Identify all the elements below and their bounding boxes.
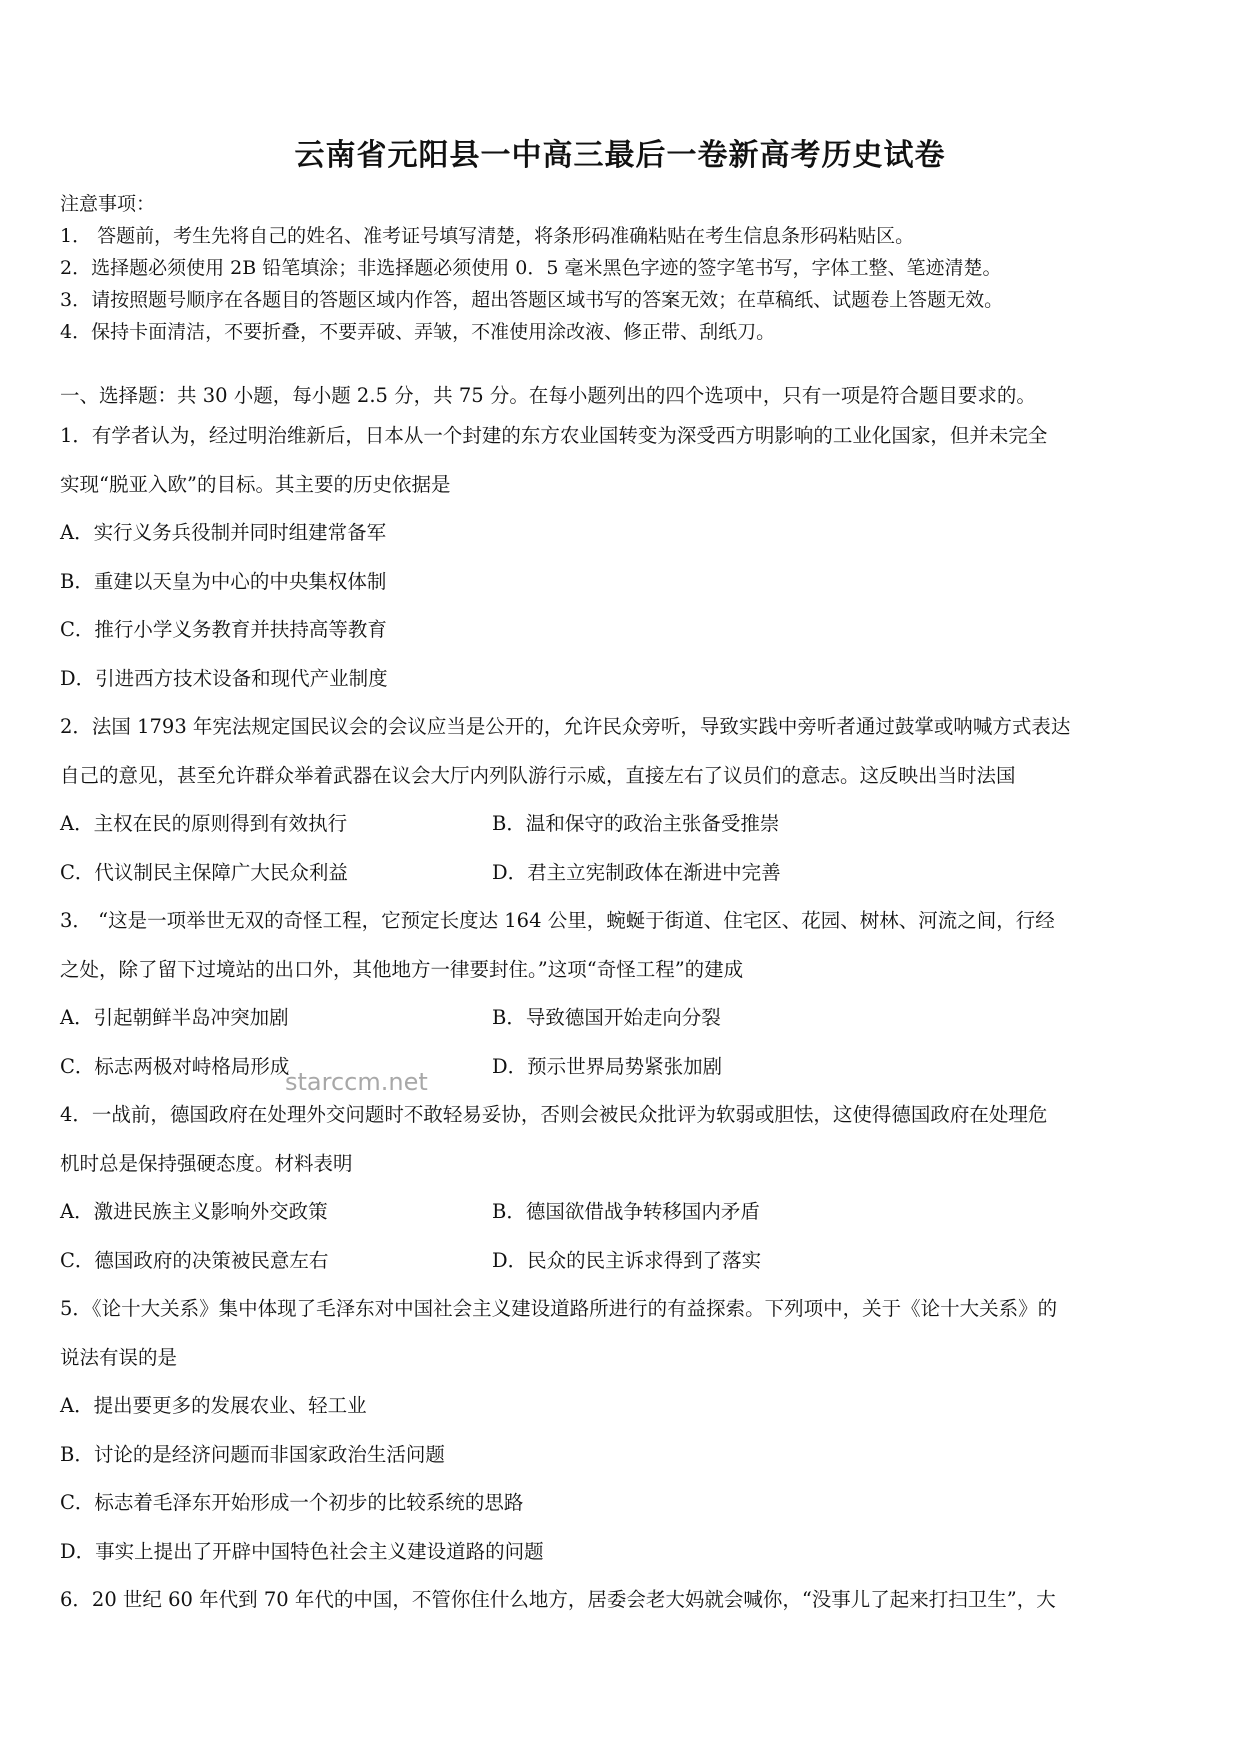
section-heading: 一、选择题：共 30 小题，每小题 2.5 分，共 75 分。在每小题列出的四个选项中，只有一项是符合题目要求的。 bbox=[60, 384, 1036, 407]
question-3-option-a: A．引起朝鲜半岛冲突加剧 bbox=[60, 1006, 289, 1029]
question-2-option-a: A．主权在民的原则得到有效执行 bbox=[60, 812, 348, 835]
question-2-options-row-2 bbox=[60, 857, 1180, 885]
question-2-option-d: D．君主立宪制政体在渐进中完善 bbox=[492, 861, 781, 884]
question-3-option-d: D．预示世界局势紧张加剧 bbox=[492, 1055, 723, 1078]
question-3-option-c: C．标志两极对峙格局形成 bbox=[60, 1055, 290, 1078]
question-4-line-1: 4．一战前，德国政府在处理外交问题时不敢轻易妥协，否则会被民众批评为软弱或胆怯，这使得德国政府在处理危 bbox=[60, 1103, 1048, 1126]
notice-item: 3．请按照题号顺序在各题目的答题区域内作答，超出答题区域书写的答案无效；在草稿纸、试题卷上答题无效。 bbox=[60, 289, 1004, 311]
notice-item: 2．选择题必须使用 2B 铅笔填涂；非选择题必须使用 0．5 毫米黑色字迹的签字笔书写，字体工整、笔迹清楚。 bbox=[60, 257, 1002, 279]
question-2-option-b: B．温和保守的政治主张备受推崇 bbox=[492, 812, 780, 835]
notice-item: 1． 答题前，考生先将自己的姓名、准考证号填写清楚，将条形码准确粘贴在考生信息条形码粘贴区。 bbox=[60, 225, 915, 247]
notice-block bbox=[60, 188, 1180, 348]
question-1-option-a: A．实行义务兵役制并同时组建常备军 bbox=[60, 521, 387, 544]
question-1-option-b: B．重建以天皇为中心的中央集权体制 bbox=[60, 570, 387, 593]
question-2-line-1: 2．法国 1793 年宪法规定国民议会的会议应当是公开的，允许民众旁听，导致实践中旁听者通过鼓掌或呐喊方式表达 bbox=[60, 715, 1071, 738]
question-3-line-1: 3． “这是一项举世无双的奇怪工程，它预定长度达 164 公里，蜿蜒于街道、住宅区、花园、树林、河流之间，行经 bbox=[60, 909, 1055, 932]
question-5-line-1: 5．《论十大关系》集中体现了毛泽东对中国社会主义建设道路所进行的有益探索。下列项中，关于《论十大关系》的 bbox=[60, 1297, 1058, 1320]
question-1-option-c: C．推行小学义务教育并扶持高等教育 bbox=[60, 618, 387, 641]
question-2-line-2: 自己的意见，甚至允许群众举着武器在议会大厅内列队游行示威，直接左右了议员们的意志。这反映出当时法国 bbox=[60, 764, 1016, 787]
question-4-option-d: D．民众的民主诉求得到了落实 bbox=[492, 1249, 762, 1272]
question-5-option-b: B．讨论的是经济问题而非国家政治生活问题 bbox=[60, 1443, 445, 1466]
watermark: starccm.net bbox=[285, 1068, 428, 1096]
question-1-option-d: D．引进西方技术设备和现代产业制度 bbox=[60, 667, 388, 690]
question-4-option-b: B．德国欲借战争转移国内矛盾 bbox=[492, 1200, 760, 1223]
question-2-option-c: C．代议制民主保障广大民众利益 bbox=[60, 861, 348, 884]
question-1-line-1: 1．有学者认为，经过明治维新后，日本从一个封建的东方农业国转变为深受西方明影响的工业化国家，但并未完全 bbox=[60, 424, 1048, 447]
question-6-line-1: 6．20 世纪 60 年代到 70 年代的中国，不管你住什么地方，居委会老大妈就会喊你，“没事儿了起来打扫卫生”，大 bbox=[60, 1588, 1056, 1611]
question-3-options-row-1 bbox=[60, 1002, 1180, 1030]
question-2-options-row-1 bbox=[60, 808, 1180, 836]
question-5-line-2: 说法有误的是 bbox=[60, 1346, 178, 1369]
question-3-options-row-2 bbox=[60, 1051, 1180, 1079]
question-4-option-a: A．激进民族主义影响外交政策 bbox=[60, 1200, 328, 1223]
question-5-option-c: C．标志着毛泽东开始形成一个初步的比较系统的思路 bbox=[60, 1491, 524, 1514]
question-3-line-2: 之处，除了留下过境站的出口外，其他地方一律要封住。”这项“奇怪工程”的建成 bbox=[60, 958, 744, 981]
notice-heading: 注意事项： bbox=[60, 193, 156, 215]
question-4-option-c: C．德国政府的决策被民意左右 bbox=[60, 1249, 329, 1272]
question-3-option-b: B．导致德国开始走向分裂 bbox=[492, 1006, 721, 1029]
notice-item: 4．保持卡面清洁，不要折叠，不要弄破、弄皱，不准使用涂改液、修正带、刮纸刀。 bbox=[60, 321, 776, 343]
question-5-option-a: A．提出要更多的发展农业、轻工业 bbox=[60, 1394, 367, 1417]
question-5-option-d: D．事实上提出了开辟中国特色社会主义建设道路的问题 bbox=[60, 1540, 544, 1563]
question-4-line-2: 机时总是保持强硬态度。材料表明 bbox=[60, 1152, 353, 1175]
question-1-line-2: 实现“脱亚入欧”的目标。其主要的历史依据是 bbox=[60, 473, 451, 496]
question-4-options-row-2 bbox=[60, 1245, 1180, 1273]
question-4-options-row-1 bbox=[60, 1196, 1180, 1224]
page-title: 云南省元阳县一中高三最后一卷新高考历史试卷 bbox=[294, 138, 946, 173]
